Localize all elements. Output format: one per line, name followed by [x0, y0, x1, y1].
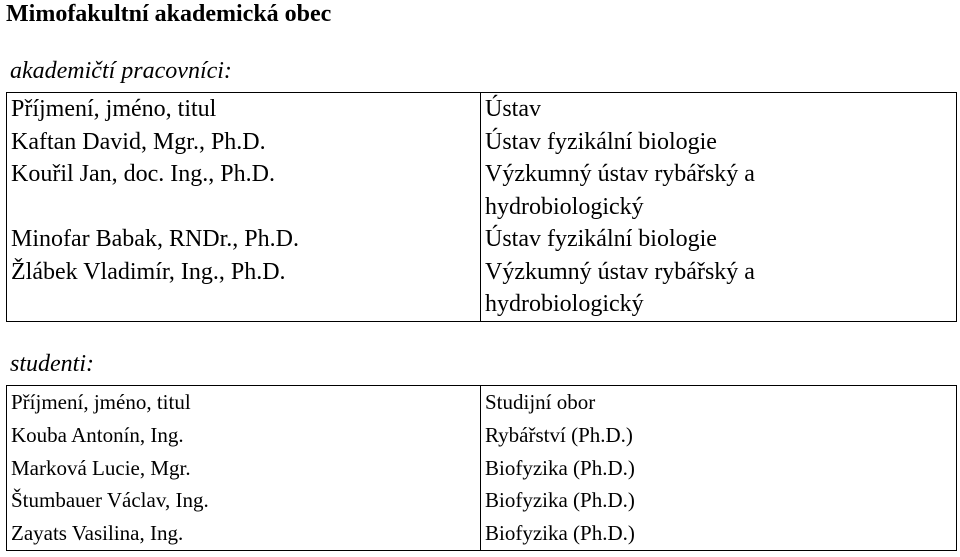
table-row — [7, 93, 957, 322]
academic-institute: Ústav fyzikální biologie — [485, 128, 717, 155]
academic-institute: Ústav fyzikální biologie — [485, 226, 717, 252]
academic-name: Kouřil Jan, doc. Ing., Ph.D. — [11, 161, 275, 187]
table-row — [7, 386, 957, 551]
academics-names-cell — [7, 93, 481, 322]
page-title: Mimofakultní akademická obec — [6, 1, 332, 27]
student-field: Rybářství (Ph.D.) — [485, 422, 633, 447]
student-name: Zayats Vasilina, Ing. — [11, 521, 184, 546]
blank-line — [11, 288, 480, 321]
student-field: Biofyzika (Ph.D.) — [485, 488, 635, 513]
academics-institute-header: Ústav — [485, 96, 541, 122]
academics-name-header: Příjmení, jméno, titul — [11, 96, 217, 122]
academic-name: Kaftan David, Mgr., Ph.D. — [11, 128, 266, 155]
students-field-header: Studijní obor — [485, 390, 596, 414]
student-field: Biofyzika (Ph.D.) — [485, 455, 635, 480]
students-fields-cell — [481, 386, 957, 551]
academics-heading: akademičtí pracovníci: — [10, 58, 232, 84]
students-name-header: Příjmení, jméno, titul — [11, 390, 191, 414]
students-heading: studenti: — [10, 351, 94, 377]
academic-institute: hydrobiologický — [485, 291, 644, 317]
academic-institute: Výzkumný ústav rybářský a — [485, 161, 755, 187]
students-names-cell — [7, 386, 481, 551]
student-name: Marková Lucie, Mgr. — [11, 455, 191, 480]
academic-name: Minofar Babak, RNDr., Ph.D. — [11, 226, 299, 252]
academic-institute: Výzkumný ústav rybářský a — [485, 258, 755, 285]
academic-institute: hydrobiologický — [485, 193, 644, 220]
academics-institutes-cell — [481, 93, 957, 322]
students-table — [6, 385, 957, 551]
academics-table — [6, 92, 957, 322]
student-name: Kouba Antonín, Ing. — [11, 422, 184, 447]
student-name: Štumbauer Václav, Ing. — [11, 488, 209, 513]
academic-name: Žlábek Vladimír, Ing., Ph.D. — [11, 258, 286, 285]
student-field: Biofyzika (Ph.D.) — [485, 521, 635, 546]
